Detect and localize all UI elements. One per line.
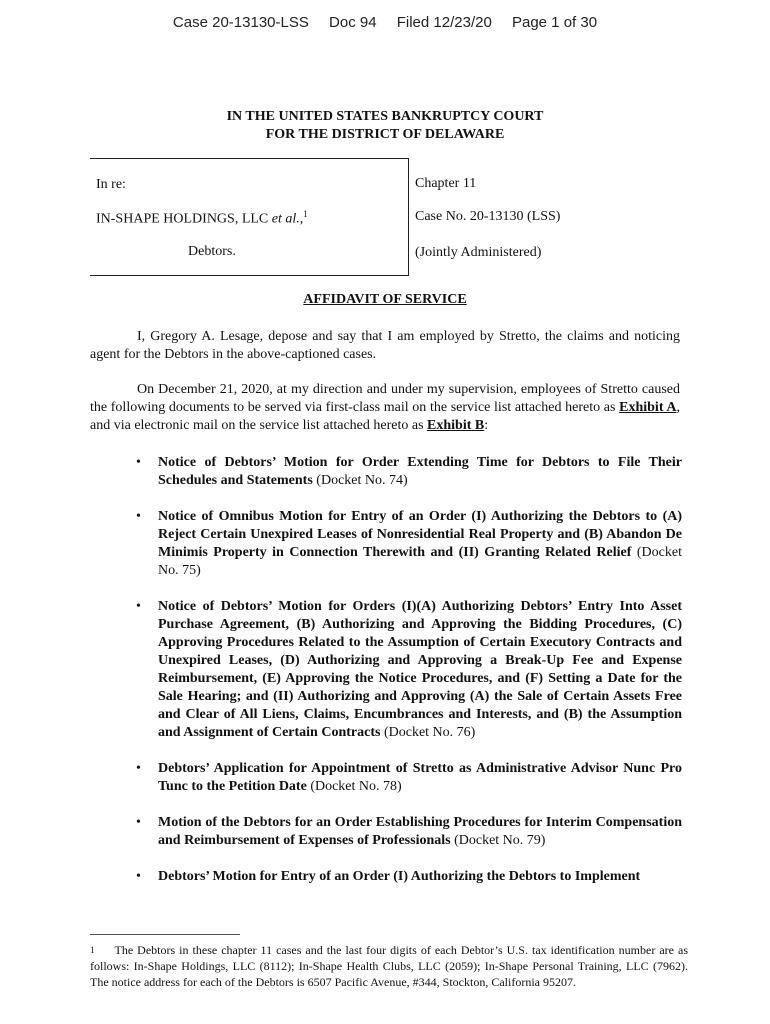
list-item (90, 508, 682, 580)
item-title: Notice of Debtors’ Motion for Orders (I)(A) Authorizing Debtors’ Entry Into Asset Purchase Agreement, (B) Authorizing and Approving the Bidding Procedures, (C) Approving Procedures Related to the Assumption of Certain Executory Contracts and Unexpired Leases, (D) Authorizing and Approving a Break-Up Fee and Expense Reimbursement, (E) Approving the Notice Procedures, and (F) Setting a Date for the Sale Hearing; and (II) Authorizing and Approving (A) the Sale of Certain Assets Free and Clear of All Liens, Claims, Encumbrances and Interests, and (B) the Assumption and Assignment of Certain Contracts (158, 599, 682, 740)
bullet-icon: • (136, 869, 141, 884)
page-indicator: Page 1 of 30 (511, 14, 598, 31)
debtors-label: Debtors. (188, 244, 236, 259)
case-no-label: Case No. 20-13130 (LSS) (415, 209, 561, 224)
footnote (90, 942, 688, 990)
court-line-1: IN THE UNITED STATES BANKRUPTCY COURT (226, 109, 544, 124)
list-item (90, 760, 682, 796)
bullet-icon: • (136, 599, 141, 614)
item-docket: (Docket No. 75) (158, 545, 682, 578)
list-item (90, 454, 682, 490)
footnote-divider (90, 934, 240, 935)
bullet-icon: • (136, 455, 141, 470)
item-title: Debtors’ Application for Appointment of Stretto as Administrative Advisor Nunc Pro Tunc to the Petition Date (158, 761, 682, 794)
footnote-text: The Debtors in these chapter 11 cases and the last four digits of each Debtor’s U.S. tax identification number are as follows: In-Shape Holdings, LLC (8112); In-Shape Health Clubs, LLC (2059); In-Shape Personal Training, LLC (7962). The notice address for each of the Debtors is 6507 Pacific Avenue, #344, Stockton, California 95207. (90, 943, 688, 989)
item-title: Debtors’ Motion for Entry of an Order (I) Authorizing the Debtors to Implement (158, 869, 641, 884)
list-item (90, 598, 682, 742)
para2-part2: , and via electronic mail on the service list attached hereto as (90, 400, 680, 433)
doc-number: Doc 94 (329, 14, 377, 31)
list-item (90, 814, 682, 850)
case-number: Case 20-13130-LSS (172, 14, 309, 31)
court-heading (0, 108, 770, 144)
bullet-icon: • (136, 815, 141, 830)
exhibit-b-link: Exhibit B (427, 418, 485, 433)
in-re-label: In re: (96, 177, 126, 192)
footnote-ref: 1 (303, 209, 308, 219)
item-docket: (Docket No. 78) (306, 779, 402, 794)
ecf-header (0, 14, 770, 31)
caption-box (90, 158, 409, 276)
served-documents-list (90, 454, 682, 904)
bullet-icon: • (136, 761, 141, 776)
filed-date: Filed 12/23/20 (396, 14, 492, 31)
list-item (90, 868, 682, 886)
item-title: Notice of Omnibus Motion for Entry of an Order (I) Authorizing the Debtors to (A) Reject Certain Unexpired Leases of Nonresidential Real Property and (B) Abandon De Minimis Property in Connection Therewith and (II) Granting Related Relief (158, 509, 682, 560)
footnote-mark: 1 (90, 945, 95, 955)
item-title: Motion of the Debtors for an Order Establishing Procedures for Interim Compensation and Reimbursement of Expenses of Professionals (158, 815, 682, 848)
paragraph-2 (90, 381, 680, 435)
bullet-icon: • (136, 509, 141, 524)
court-line-2: FOR THE DISTRICT OF DELAWARE (265, 127, 505, 142)
exhibit-a-link: Exhibit A (619, 400, 677, 415)
chapter-label: Chapter 11 (415, 176, 477, 191)
item-docket: (Docket No. 76) (380, 725, 476, 740)
party-text: IN-SHAPE HOLDINGS, LLC (96, 211, 269, 227)
para2-part1: On December 21, 2020, at my direction and under my supervision, employees of Stretto caused the following documents to be served via first-class mail on the service list attached hereto as (90, 382, 680, 415)
party-name: IN-SHAPE HOLDINGS, LLC et al.,$^1$ (96, 209, 308, 227)
item-docket: (Docket No. 74) (312, 473, 408, 488)
jointly-administered-label: (Jointly Administered) (415, 245, 542, 260)
et-al: et al. (271, 211, 300, 227)
item-docket: (Docket No. 79) (450, 833, 546, 848)
paragraph-1: I, Gregory A. Lesage, depose and say that I am employed by Stretto, the claims and noticing agent for the Debtors in the above-captioned cases. (90, 329, 680, 362)
para2-part3: : (484, 418, 489, 433)
document-title: AFFIDAVIT OF SERVICE (303, 292, 467, 307)
item-title: Notice of Debtors’ Motion for Order Extending Time for Debtors to File Their Schedules and Statements (158, 455, 682, 488)
